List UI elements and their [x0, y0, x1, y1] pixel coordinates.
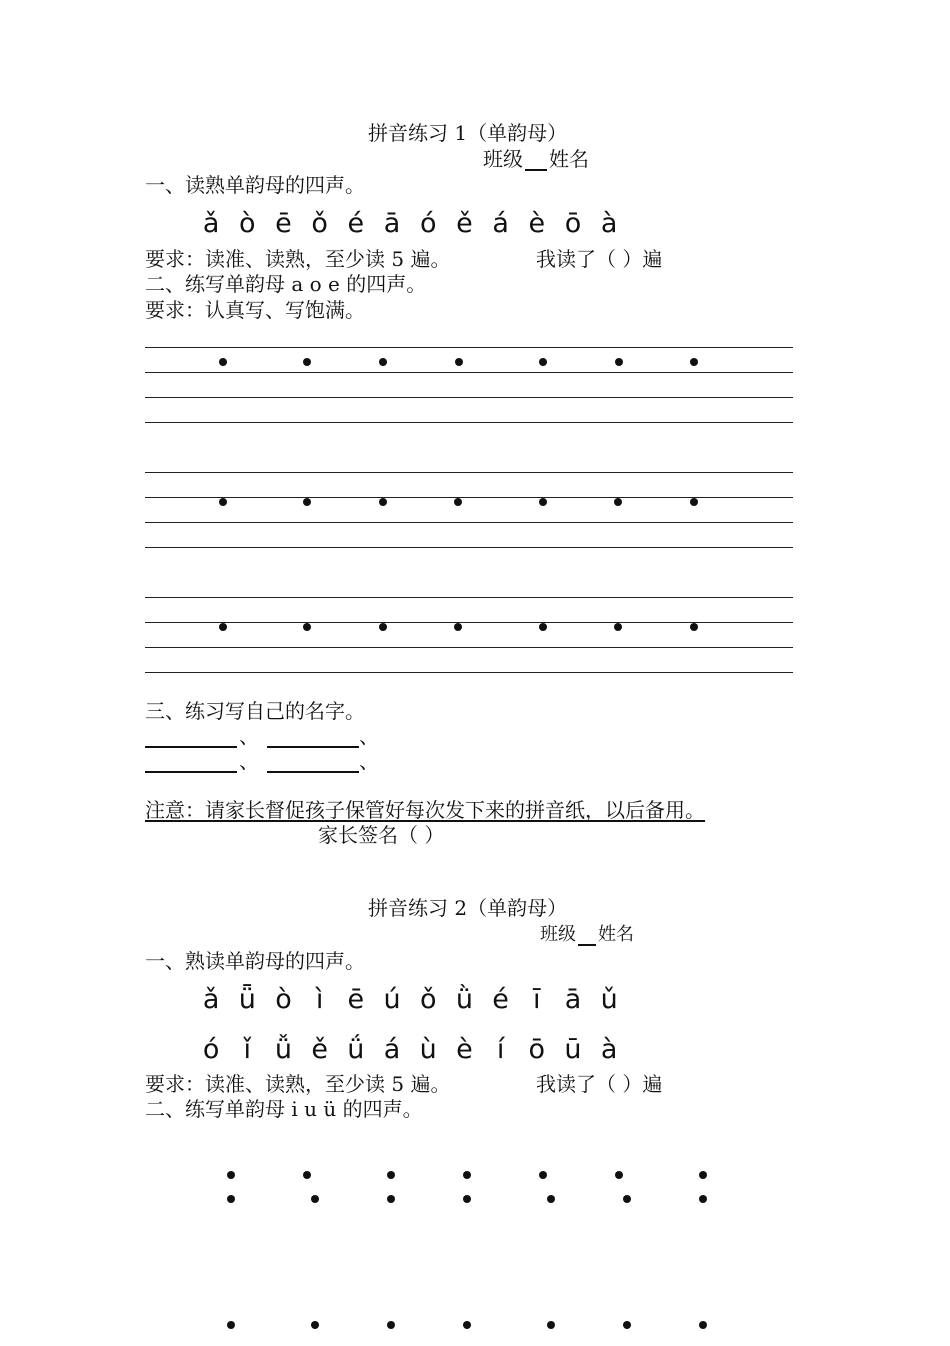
sheet1-section3-heading: 三、练习写自己的名字。	[145, 699, 365, 723]
parent-signature[interactable]: 家长签名（ ）	[318, 823, 445, 847]
sheet2-section1-heading: 一、熟读单韵母的四声。	[145, 949, 365, 973]
name-blank[interactable]	[145, 726, 237, 748]
sheet2-pinyin-row1	[193, 984, 627, 1016]
writing-line	[145, 347, 793, 348]
dot-marker	[455, 358, 463, 366]
dot-marker	[690, 498, 698, 506]
name-blank[interactable]	[145, 751, 237, 773]
name-label: 姓名	[549, 147, 589, 171]
pinyin-letter: ǒ	[311, 208, 328, 239]
dot-marker	[379, 498, 387, 506]
dot-marker	[615, 358, 623, 366]
pinyin-letter: ǜ	[455, 984, 473, 1015]
pinyin-letter: ò	[275, 984, 292, 1015]
name-label: 姓名	[598, 924, 634, 945]
dot-marker	[614, 498, 622, 506]
pinyin-letter: ǐ	[243, 1034, 252, 1065]
separator: 、	[359, 724, 379, 748]
pinyin-letter: ǎ	[202, 984, 220, 1015]
writing-line	[145, 422, 793, 423]
dot-marker	[547, 1321, 555, 1329]
sheet1-read-count[interactable]: 我读了（ ）遍	[536, 247, 663, 271]
sheet1-read-requirement: 要求：读准、读熟，至少读 5 遍。	[145, 247, 451, 271]
dot-marker	[227, 1171, 235, 1179]
dot-marker	[463, 1171, 471, 1179]
pinyin-letter: é	[347, 208, 365, 239]
pinyin-letter: ǔ	[600, 984, 618, 1015]
dot-marker	[387, 1195, 395, 1203]
dot-marker	[227, 1321, 235, 1329]
name-practice-row	[145, 749, 379, 773]
dot-marker	[303, 623, 311, 631]
dot-marker	[219, 623, 227, 631]
pinyin-letter: ǖ	[238, 984, 256, 1015]
pinyin-letter: á	[492, 208, 509, 239]
writing-line	[145, 647, 793, 648]
dot-marker	[615, 1171, 623, 1179]
pinyin-letter: í	[496, 1034, 505, 1065]
parent-note: 注意：请家长督促孩子保管好每次发下来的拼音纸，以后备用。	[145, 798, 705, 822]
sheet2-read-count[interactable]: 我读了（ ）遍	[536, 1072, 663, 1096]
sheet2-pinyin-row2	[193, 1034, 627, 1066]
dot-marker	[463, 1195, 471, 1203]
class-blank[interactable]	[525, 151, 547, 171]
writing-line	[145, 472, 793, 473]
dot-marker	[303, 1171, 311, 1179]
pinyin-letter: ú	[383, 984, 401, 1015]
pinyin-letter: è	[456, 1034, 473, 1065]
separator: 、	[239, 749, 259, 773]
dot-marker	[623, 1321, 631, 1329]
pinyin-letter: ē	[347, 984, 365, 1015]
dot-marker	[699, 1321, 707, 1329]
name-blank[interactable]	[267, 751, 359, 773]
pinyin-letter: ū	[564, 1034, 582, 1065]
dot-marker	[699, 1171, 707, 1179]
dot-marker	[614, 623, 622, 631]
pinyin-letter: ā	[564, 984, 582, 1015]
sheet2-class-name	[540, 924, 634, 946]
writing-line	[145, 372, 793, 373]
dot-marker	[690, 623, 698, 631]
dot-marker	[454, 498, 462, 506]
pinyin-letter: ě	[456, 208, 473, 239]
dot-marker	[539, 498, 547, 506]
name-practice-row	[145, 724, 379, 748]
pinyin-letter: á	[383, 1034, 401, 1065]
dot-marker	[539, 623, 547, 631]
separator: 、	[239, 724, 259, 748]
sheet1-title: 拼音练习 1（单韵母）	[368, 121, 568, 145]
pinyin-letter: é	[492, 984, 509, 1015]
sheet1-pinyin-row	[193, 208, 627, 240]
writing-line	[145, 522, 793, 523]
pinyin-letter: à	[600, 208, 618, 239]
pinyin-letter: ō	[564, 208, 582, 239]
writing-line	[145, 672, 793, 673]
dot-marker	[547, 1195, 555, 1203]
dot-marker	[539, 358, 547, 366]
writing-line	[145, 547, 793, 548]
pinyin-letter: ě	[311, 1034, 328, 1065]
pinyin-letter: ò	[239, 208, 256, 239]
writing-line	[145, 397, 793, 398]
pinyin-letter: ó	[202, 1034, 220, 1065]
dot-marker	[311, 1321, 319, 1329]
dot-marker	[219, 358, 227, 366]
dot-marker	[699, 1195, 707, 1203]
name-blank[interactable]	[267, 726, 359, 748]
pinyin-letter: è	[528, 208, 546, 239]
sheet2-title: 拼音练习 2（单韵母）	[368, 896, 568, 920]
sheet1-write-requirement: 要求：认真写、写饱满。	[145, 298, 365, 322]
pinyin-letter: ā	[383, 208, 401, 239]
pinyin-letter: ǒ	[419, 984, 437, 1015]
pinyin-letter: ī	[533, 984, 541, 1015]
writing-line	[145, 597, 793, 598]
sheet1-section2-heading: 二、练写单韵母 a o e 的四声。	[145, 272, 427, 296]
dot-marker	[623, 1195, 631, 1203]
pinyin-letter: ē	[275, 208, 292, 239]
sheet1-section1-heading: 一、读熟单韵母的四声。	[145, 173, 365, 197]
dot-marker	[379, 623, 387, 631]
pinyin-letter: ì	[315, 984, 324, 1015]
separator: 、	[359, 749, 379, 773]
dot-marker	[539, 1171, 547, 1179]
dot-marker	[387, 1321, 395, 1329]
dot-marker	[379, 358, 387, 366]
class-label: 班级	[483, 147, 523, 171]
dot-marker	[463, 1321, 471, 1329]
dot-marker	[227, 1195, 235, 1203]
class-label: 班级	[540, 924, 576, 945]
dot-marker	[387, 1171, 395, 1179]
dot-marker	[303, 498, 311, 506]
class-blank[interactable]	[578, 928, 596, 946]
dot-marker	[219, 498, 227, 506]
sheet2-read-requirement: 要求：读准、读熟，至少读 5 遍。	[145, 1072, 451, 1096]
dot-marker	[303, 358, 311, 366]
pinyin-letter: ó	[419, 208, 437, 239]
dot-marker	[311, 1195, 319, 1203]
sheet2-section2-heading: 二、练写单韵母 i u ü 的四声。	[145, 1097, 423, 1121]
pinyin-letter: ǚ	[274, 1034, 293, 1065]
pinyin-letter: ō	[528, 1034, 546, 1065]
dot-marker	[690, 358, 698, 366]
sheet1-class-name	[483, 147, 589, 171]
dot-marker	[454, 623, 462, 631]
pinyin-letter: à	[600, 1034, 618, 1065]
pinyin-letter: ǎ	[202, 208, 220, 239]
pinyin-letter: ǘ	[347, 1034, 365, 1065]
pinyin-letter: ù	[419, 1034, 437, 1065]
